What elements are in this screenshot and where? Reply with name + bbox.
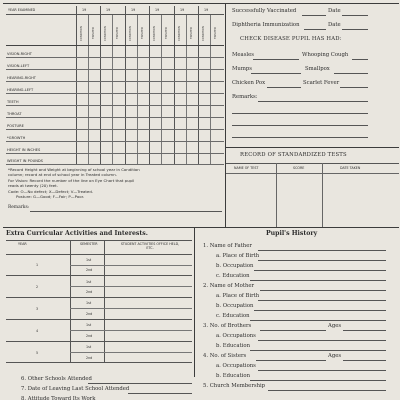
health-remarks-label: Remarks: <box>8 205 30 210</box>
history-line <box>256 360 326 361</box>
middle-border <box>3 227 399 228</box>
year-header: 19 <box>180 8 185 12</box>
extra-semester: 2nd <box>86 312 93 316</box>
extra-title: Extra Curricular Activities and Interests. <box>6 230 148 237</box>
extra-year: 1 <box>36 263 39 267</box>
disease-remarks-label: Remarks: <box>232 94 258 100</box>
disease-item: Chicken Pox <box>232 80 266 86</box>
history-item: 3. No. of Brothers <box>203 323 252 329</box>
history-line <box>250 280 386 281</box>
history-item: b. Education <box>216 373 250 379</box>
year-header: 19 <box>155 8 160 12</box>
extra-semester: 1st <box>86 301 92 305</box>
extra-semester: 2nd <box>86 290 93 294</box>
year-examined-label: YEAR EXAMINED <box>8 8 36 12</box>
disease-item: Smallpox <box>305 66 330 72</box>
disease-line <box>334 73 368 74</box>
extra-rule <box>6 275 192 276</box>
bottom-item: 6. Other Schools Attended <box>21 376 92 382</box>
history-item: 4. No. of Sisters <box>203 353 247 359</box>
top-border <box>3 3 399 4</box>
history-item: b. Occupation <box>216 303 254 309</box>
bottom-line <box>88 383 192 384</box>
extra-year: 2 <box>36 285 39 289</box>
year-header: 19 <box>131 8 136 12</box>
extra-year: 4 <box>36 329 39 333</box>
disease-remarks-line <box>232 113 368 114</box>
extra-rule <box>6 362 192 363</box>
health-remarks-line <box>30 211 222 212</box>
health-row <box>6 153 224 165</box>
row-label: *GROWTH <box>7 136 26 140</box>
vaccinated-date-line <box>342 15 368 16</box>
disease-check-title: CHECK DISEASE PUPIL HAS HAD: <box>240 36 342 42</box>
vaccinated-line <box>302 15 326 16</box>
extra-semester: 1st <box>86 323 92 327</box>
history-line <box>260 290 386 291</box>
history-line <box>254 310 386 311</box>
health-note: Code: O—No defect; X—Defect; V—Treated. <box>8 189 94 194</box>
row-label: HEARING-LEFT <box>7 88 34 92</box>
extra-semester: 1st <box>86 280 92 284</box>
extra-col-line <box>104 240 105 362</box>
history-item: 1. Name of Father <box>203 243 252 249</box>
extra-rule <box>6 341 192 342</box>
extra-header-activities: STUDENT ACTIVITIES OFFICE HELD, ETC. <box>120 242 180 250</box>
health-note: column; record at end of school year in Treated column. <box>8 172 117 177</box>
history-ages-label: Ages <box>328 353 342 359</box>
disease-remarks-line <box>232 125 368 126</box>
history-line <box>258 250 386 251</box>
extra-semester: 1st <box>86 258 92 262</box>
bottom-line <box>128 393 192 394</box>
bottom-item: 8. Attitude Toward Its Work <box>21 396 96 400</box>
history-line <box>250 380 386 381</box>
disease-remarks-line <box>258 101 368 102</box>
health-note: Posture: G—Good; F—Fair; P—Poor. <box>16 194 85 199</box>
vaccinated-date-label: Date <box>328 8 341 14</box>
history-line <box>250 350 386 351</box>
year-header: 19 <box>106 8 111 12</box>
history-line <box>343 360 386 361</box>
disease-item: Mumps <box>232 66 252 72</box>
tests-top-rule <box>226 147 399 148</box>
tests-header-date: DATE TAKEN <box>340 166 361 170</box>
condition-column-label: CONDITION <box>80 26 83 41</box>
treated-column-label: TREATED <box>92 27 95 39</box>
row-label: VISION-RIGHT <box>7 52 32 56</box>
history-item: b. Occupation <box>216 263 254 269</box>
diphtheria-date-line <box>342 29 368 30</box>
bottom-vertical-divider <box>194 227 195 377</box>
extra-rule <box>70 286 192 287</box>
tests-rule <box>226 163 399 164</box>
disease-line <box>340 87 368 88</box>
row-label: HEIGHT IN INCHES <box>7 148 41 152</box>
header-rule <box>6 14 224 15</box>
extra-semester: 2nd <box>86 334 93 338</box>
history-line <box>260 330 326 331</box>
disease-line <box>267 87 301 88</box>
history-ages-label: Ages <box>328 323 342 329</box>
extra-semester: 2nd <box>86 268 93 272</box>
row-label: HEARING-RIGHT <box>7 76 36 80</box>
vaccinated-label: Successfully Vaccinated <box>232 8 297 14</box>
extra-semester: 2nd <box>86 356 93 360</box>
history-line <box>258 300 386 301</box>
disease-remarks-line <box>232 137 368 138</box>
top-vertical-divider <box>225 3 226 227</box>
history-item: a. Occupations <box>216 333 256 339</box>
row-label: POSTURE <box>7 124 24 128</box>
extra-rule <box>70 352 192 353</box>
extra-header-semester: SEMESTER <box>80 242 98 246</box>
extra-year: 5 <box>36 351 39 355</box>
history-item: a. Occupations <box>216 363 256 369</box>
year-header: 19 <box>82 8 87 12</box>
health-note: reads at twenty (20) feet. <box>8 183 58 188</box>
extra-rule <box>70 265 192 266</box>
tests-col-line <box>276 163 277 227</box>
extra-rule <box>70 330 192 331</box>
row-label: VISION-LEFT <box>7 64 30 68</box>
extra-semester: 1st <box>86 345 92 349</box>
history-line <box>254 270 386 271</box>
disease-line <box>251 73 301 74</box>
tests-header-score: SCORE <box>293 166 305 170</box>
history-line <box>258 260 386 261</box>
history-line <box>258 340 386 341</box>
diphtheria-label: Diphtheria Immunization <box>232 22 300 28</box>
condition-column-label: CONDITION <box>129 26 132 41</box>
extra-rule <box>6 297 192 298</box>
health-note: *Record Height and Weight at beginning of school year in Condition <box>8 167 140 172</box>
treated-column-label: TREATED <box>141 27 144 39</box>
condition-column-label: CONDITION <box>178 26 181 41</box>
treated-column-label: TREATED <box>165 27 168 39</box>
tests-rule <box>226 173 399 174</box>
history-item: 5. Church Membership <box>203 383 266 389</box>
disease-item: Whooping Cough <box>302 52 349 58</box>
history-item: b. Education <box>216 343 250 349</box>
disease-line <box>253 59 299 60</box>
condition-column-label: CONDITION <box>104 26 107 41</box>
row-label: WEIGHT IN POUNDS <box>7 159 43 163</box>
health-note: For Vision: Record the number of the line on Eye Chart that pupil <box>8 178 135 183</box>
history-item: c. Education <box>216 313 250 319</box>
tests-header-name: NAME OF TEST <box>234 166 259 170</box>
extra-col-line <box>70 240 71 362</box>
year-header: 19 <box>204 8 209 12</box>
history-line <box>268 390 386 391</box>
treated-column-label: TREATED <box>214 27 217 39</box>
extra-rule <box>6 319 192 320</box>
disease-item: Measles <box>232 52 254 58</box>
disease-item: Scarlet Fever <box>303 80 340 86</box>
history-item: c. Education <box>216 273 250 279</box>
row-label: TEETH <box>7 100 19 104</box>
extra-rule <box>70 308 192 309</box>
history-item: a. Place of Birth <box>216 253 260 259</box>
treated-column-label: TREATED <box>190 27 193 39</box>
bottom-item: 7. Date of Leaving Last School Attended <box>21 386 130 392</box>
history-item: 2. Name of Mother <box>203 283 255 289</box>
row-label: THROAT <box>7 112 22 116</box>
condition-column-label: CONDITION <box>202 26 205 41</box>
extra-header-year: YEAR <box>18 242 27 246</box>
disease-line <box>352 59 368 60</box>
extra-year: 3 <box>36 307 39 311</box>
treated-column-label: TREATED <box>116 27 119 39</box>
tests-title: RECORD OF STANDARDIZED TESTS <box>240 152 347 158</box>
history-line <box>343 330 386 331</box>
condition-column-label: CONDITION <box>153 26 156 41</box>
extra-rule <box>6 240 192 241</box>
history-line <box>258 370 386 371</box>
history-title: Pupil's History <box>266 230 318 237</box>
diphtheria-line <box>304 29 326 30</box>
extra-rule <box>6 254 192 255</box>
history-line <box>250 320 386 321</box>
tests-col-line <box>322 163 323 227</box>
history-item: a. Place of Birth <box>216 293 260 299</box>
diphtheria-date-label: Date <box>328 22 341 28</box>
